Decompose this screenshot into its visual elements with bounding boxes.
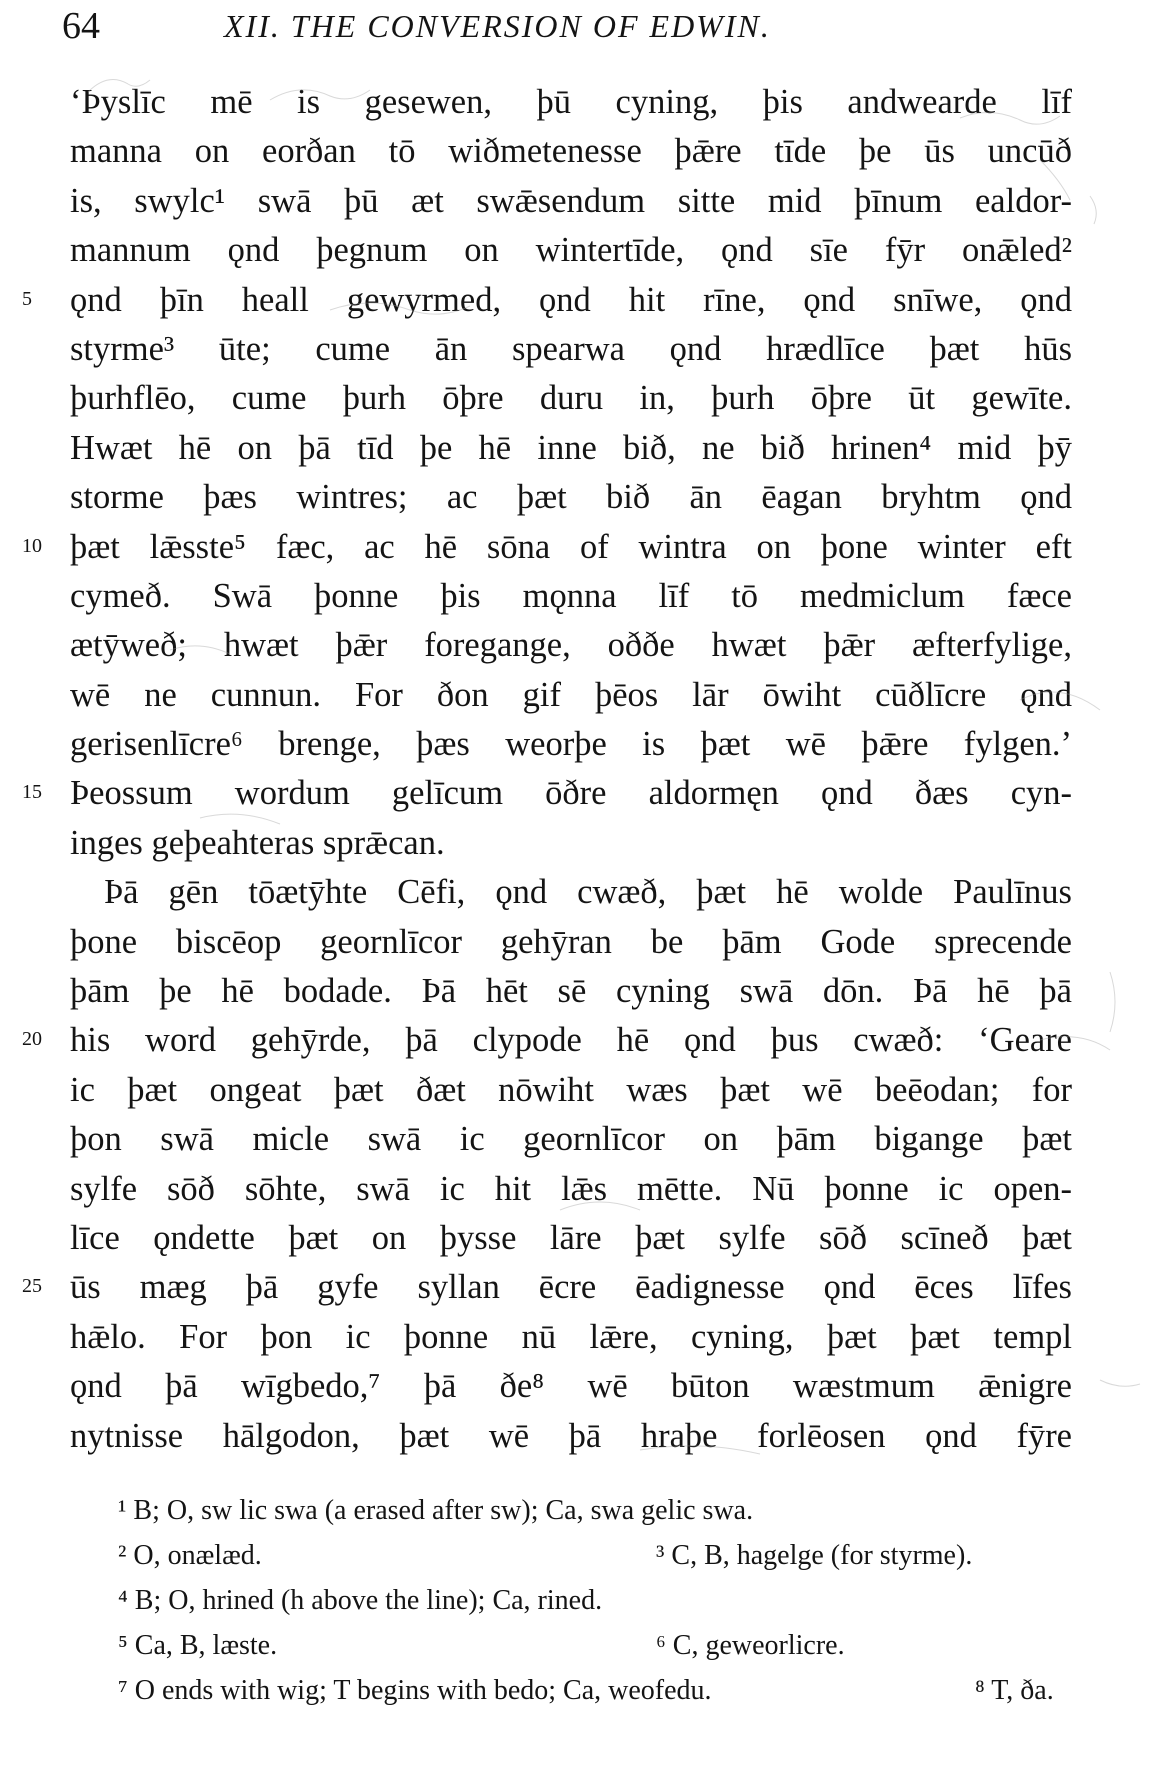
line-text: styrme³ ūte; cume ān spearwa ǫnd hrædlīce þæt hūs — [70, 329, 1072, 368]
text-line — [0, 819, 1158, 868]
line-text: þone biscēop geornlīcor gehȳran be þām Gode sprecende — [70, 922, 1072, 961]
text-line — [0, 671, 1158, 720]
line-text: ætȳweð; hwæt þǣr foregange, oððe hwæt þǣr æfterfylige, — [70, 626, 1072, 665]
line-number: 20 — [22, 1028, 42, 1051]
text-line — [0, 325, 1158, 374]
text-line — [0, 473, 1158, 522]
line-text: līce ǫndette þæt on þysse lāre þæt sylfe sōð scīneð þæt — [70, 1218, 1072, 1257]
footnote: ³ C, B, hagelge (for styrme). — [656, 1540, 973, 1571]
text-line — [0, 1412, 1158, 1461]
line-text: þon swā micle swā ic geornlīcor on þām bigange þæt — [70, 1120, 1072, 1159]
line-text: ic þæt ongeat þæt ðæt nōwiht wæs þæt wē beēodan; for — [70, 1070, 1072, 1109]
text-line — [0, 1214, 1158, 1263]
line-text: ǫnd þīn heall gewyrmed, ǫnd hit rīne, ǫnd snīwe, ǫnd — [70, 280, 1072, 319]
text-line — [0, 1313, 1158, 1362]
line-text: sylfe sōð sōhte, swā ic hit lǣs mētte. Nū þonne ic open- — [70, 1169, 1072, 1208]
footnote: ⁷ O ends with wig; T begins with bedo; Ca, weofedu. — [118, 1675, 712, 1706]
line-text: gerisenlīcre⁶ brenge, þæs weorþe is þæt wē þǣre fylgen.’ — [70, 725, 1072, 764]
line-number: 15 — [22, 781, 42, 804]
text-line — [0, 1016, 1158, 1065]
line-text: inges geþeahteras sprǣcan. — [70, 823, 445, 862]
line-text: Þā gēn tōætȳhte Cēfi, ǫnd cwæð, þæt hē wolde Paulīnus — [104, 873, 1072, 912]
text-line — [0, 127, 1158, 176]
text-line — [0, 918, 1158, 967]
text-line — [0, 769, 1158, 818]
text-line — [0, 1066, 1158, 1115]
footnote-line — [0, 1668, 1158, 1713]
footnote: ⁶ C, geweorlicre. — [656, 1630, 845, 1661]
text-line — [0, 374, 1158, 423]
line-text: is, swylc¹ swā þū æt swǣsendum sitte mid þīnum ealdor- — [70, 181, 1072, 220]
line-text: Þeossum wordum gelīcum ōðre aldormęn ǫnd ðæs cyn- — [70, 774, 1072, 813]
text-line — [0, 78, 1158, 127]
line-text: ‘Þyslīc mē is gesewen, þū cyning, þis andwearde līf — [70, 83, 1072, 121]
line-number: 5 — [22, 287, 32, 310]
running-title: XII. THE CONVERSION OF EDWIN. — [224, 8, 771, 44]
line-text: manna on eorðan tō wiðmetenesse þǣre tīde þe ūs uncūð — [70, 132, 1072, 171]
text-line — [0, 720, 1158, 769]
text-line — [0, 967, 1158, 1016]
text-line — [0, 1165, 1158, 1214]
line-text: mannum ǫnd þegnum on wintertīde, ǫnd sīe fȳr onǣled² — [70, 231, 1072, 270]
page-number: 64 — [62, 5, 100, 47]
line-number: 10 — [22, 534, 42, 557]
text-line — [0, 868, 1158, 917]
main-text — [0, 78, 1158, 1461]
footnote: ⁵ Ca, B, læste. — [118, 1630, 278, 1661]
text-line — [0, 226, 1158, 275]
text-line — [0, 1362, 1158, 1411]
footnote-line — [0, 1533, 1158, 1578]
line-text: ǫnd þā wīgbedo,⁷ þā ðe⁸ wē būton wæstmum ǣnigre — [70, 1367, 1072, 1406]
line-text: nytnisse hālgodon, þæt wē þā hraþe forlēosen ǫnd fȳre — [70, 1416, 1072, 1455]
text-line — [0, 424, 1158, 473]
footnote-line — [0, 1623, 1158, 1668]
line-text: þurhflēo, cume þurh ōþre duru in, þurh ōþre ūt gewīte. — [70, 379, 1072, 418]
footnote: ² O, onælæd. — [118, 1540, 262, 1571]
footnote-line — [0, 1488, 1158, 1533]
line-text: Hwæt hē on þā tīd þe hē inne bið, ne bið hrinen⁴ mid þȳ — [70, 428, 1072, 467]
text-line — [0, 177, 1158, 226]
footnote-line — [0, 1578, 1158, 1623]
line-text: þæt lǣsste⁵ fæc, ac hē sōna of wintra on þone winter eft — [70, 527, 1072, 566]
text-line — [0, 523, 1158, 572]
text-line — [0, 572, 1158, 621]
text-line — [0, 1263, 1158, 1312]
line-text: þām þe hē bodade. Þā hēt sē cyning swā dōn. Þā hē þā — [70, 972, 1072, 1011]
line-number: 25 — [22, 1275, 42, 1298]
line-text: hǣlo. For þon ic þonne nū lǣre, cyning, þæt þæt templ — [70, 1317, 1072, 1356]
line-text: wē ne cunnun. For ðon gif þēos lār ōwiht cūðlīcre ǫnd — [70, 675, 1072, 714]
footnote: ¹ B; O, sw lic swa (a erased after sw); Ca, swa gelic swa. — [118, 1495, 754, 1526]
footnote: ⁴ B; O, hrined (h above the line); Ca, rined. — [118, 1585, 603, 1616]
line-text: ūs mæg þā gyfe syllan ēcre ēadignesse ǫnd ēces līfes — [70, 1268, 1072, 1307]
footnote: ⁸ T, ða. — [975, 1675, 1054, 1706]
line-text: his word gehȳrde, þā clypode hē ǫnd þus cwæð: ‘Geare — [70, 1021, 1072, 1060]
line-text: storme þæs wintres; ac þæt bið ān ēagan bryhtm ǫnd — [70, 478, 1072, 517]
text-line — [0, 1115, 1158, 1164]
text-line — [0, 621, 1158, 670]
text-line — [0, 276, 1158, 325]
line-text: cymeð. Swā þonne þis mǫnna līf tō medmiclum fæce — [70, 576, 1072, 615]
footnotes — [0, 1488, 1158, 1713]
